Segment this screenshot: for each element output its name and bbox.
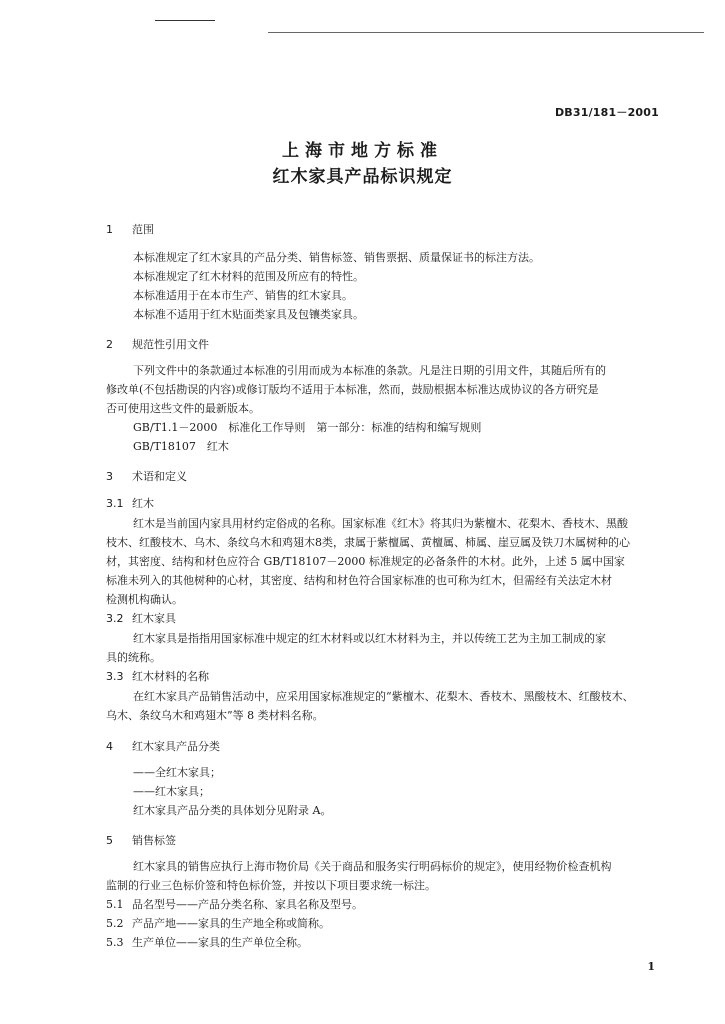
- section-4-heading: 4 红木家具产品分类: [106, 740, 220, 753]
- section-2-heading: 2 规范性引用文件: [106, 338, 209, 351]
- subsection-3-1-line: 红木是当前国内家具用材约定俗成的名称。国家标准《红木》将其归为紫檀木、花梨木、香枝木、黑酸: [133, 517, 628, 530]
- list-item: ——全红木家具；: [133, 766, 221, 779]
- subsection-3-2-line: 红木家具是指指用国家标准中规定的红木材料或以红木材料为主，并以传统工艺为主加工制成的家: [133, 632, 606, 645]
- section-1-paragraph: 本标准不适用于红木贴面类家具及包镶类家具。: [133, 308, 364, 321]
- scan-top-rule-right: [268, 32, 704, 33]
- list-item: ——红木家具；: [133, 785, 210, 798]
- scan-top-rule-left: [155, 20, 215, 21]
- normative-reference: GB/T1.1－2000 标准化工作导则 第一部分：标准的结构和编写规则: [133, 421, 482, 434]
- section-4-paragraph: 红木家具产品分类的具体划分见附录 A。: [133, 804, 332, 817]
- section-5-line: 红木家具的销售应执行上海市物价局《关于商品和服务实行明码标价的规定》，使用经物价检查机构: [133, 860, 612, 873]
- section-2-paragraph-line: 否可使用这些文件的最新版本。: [106, 402, 260, 415]
- subsection-3-2-heading: 3.2 红木家具: [106, 612, 176, 625]
- subsection-3-1-line: 标准未列入的其他树种的心材，其密度、结构和材色符合国家标准的也可称为红木，但需经有关法定木材: [106, 574, 612, 587]
- section-1-paragraph: 本标准规定了红木家具的产品分类、销售标签、销售票据、质量保证书的标注方法。: [133, 251, 540, 264]
- section-1-paragraph: 本标准规定了红木材料的范围及所应有的特性。: [133, 270, 364, 283]
- subsection-5-2: 5.2 产品产地——家具的生产地全称或简称。: [106, 917, 330, 930]
- subsection-3-1-line: 枝木、红酸枝木、乌木、条纹乌木和鸡翅木8类，隶属于紫檀属、黄檀属、柿属、崖豆属及铁刀木属树种的心: [106, 536, 630, 549]
- subsection-3-3-line: 乌木、条纹乌木和鸡翅木”等 8 类材料名称。: [106, 709, 324, 722]
- normative-reference: GB/T18107 红木: [133, 440, 229, 453]
- section-2-paragraph-line: 下列文件中的条款通过本标准的引用而成为本标准的条款。凡是注日期的引用文件，其随后所有的: [133, 364, 606, 377]
- section-3-heading: 3 术语和定义: [106, 470, 187, 483]
- subsection-3-1-line: 检测机构确认。: [106, 593, 183, 606]
- section-1-heading: 1 范围: [106, 223, 154, 236]
- document-code: DB31/181－2001: [554, 106, 659, 119]
- title-standard-name: 红木家具产品标识规定: [272, 167, 453, 187]
- section-1-paragraph: 本标准适用于在本市生产、销售的红木家具。: [133, 289, 353, 302]
- subsection-3-1-line: 材，其密度、结构和材色应符合 GB/T18107－2000 标准规定的必备条件的木材。此外，上述 5 属中国家: [106, 555, 625, 568]
- section-2-paragraph-line: 修改单(不包括勘误的内容)或修订版均不适用于本标准，然而，鼓励根据本标准达成协议的各方研究是: [106, 383, 599, 396]
- subsection-3-2-line: 具的统称。: [106, 651, 161, 664]
- section-5-line: 监制的行业三色标价签和特色标价签，并按以下项目要求统一标注。: [106, 879, 436, 892]
- title-standard-type: 上海市地方标准: [282, 141, 443, 161]
- subsection-3-3-line: 在红木家具产品销售活动中，应采用国家标准规定的“紫檀木、花梨木、香枝木、黑酸枝木、红酸枝木、: [133, 690, 634, 703]
- page-number: 1: [647, 960, 655, 973]
- subsection-3-1-heading: 3.1 红木: [106, 497, 154, 510]
- subsection-3-3-heading: 3.3 红木材料的名称: [106, 670, 209, 683]
- section-5-heading: 5 销售标签: [106, 834, 176, 847]
- subsection-5-3: 5.3 生产单位——家具的生产单位全称。: [106, 936, 308, 949]
- subsection-5-1: 5.1 品名型号——产品分类名称、家具名称及型号。: [106, 898, 363, 911]
